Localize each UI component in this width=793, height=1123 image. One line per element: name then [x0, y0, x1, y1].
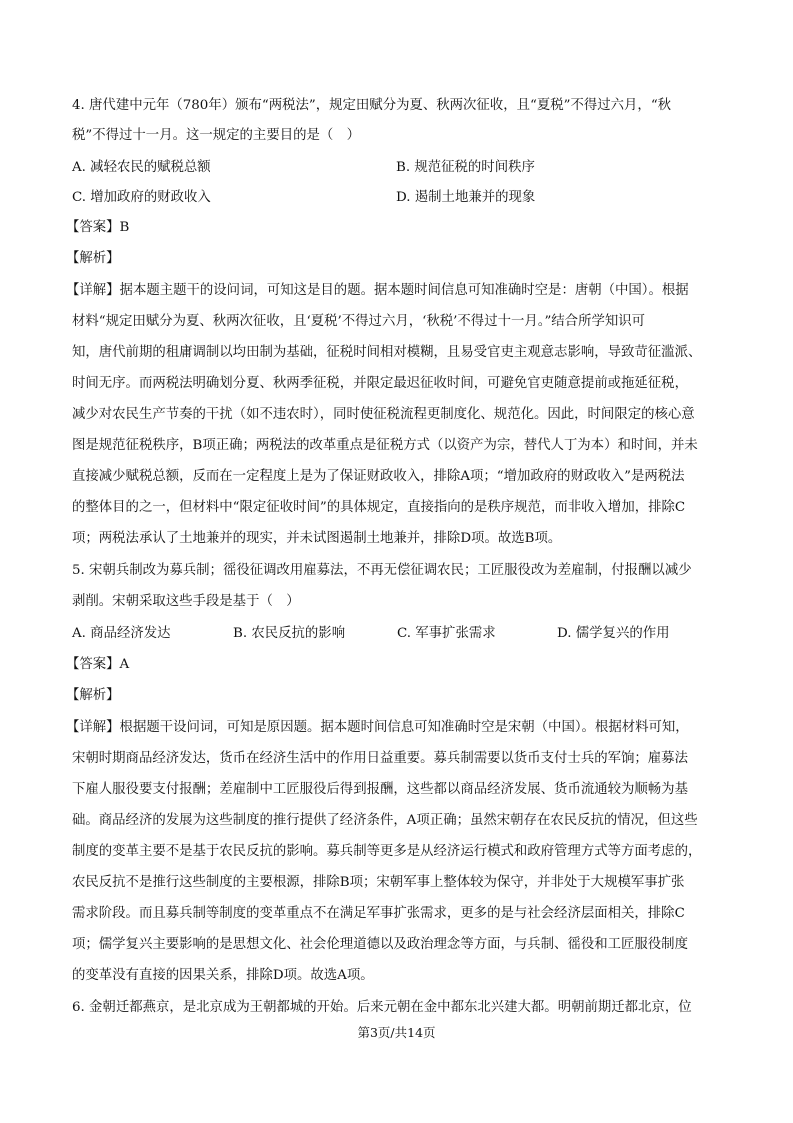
- question-4-option-b: B. 规范征税的时间秩序: [396, 160, 535, 175]
- question-4-detail-line-8: 的整体目的之一，但材料中“限定征收时间”的具体规定，直接指向的是秩序规范，而非收入增加，排除C: [72, 500, 686, 515]
- question-5-detail-line-6: 农民反抗不是推行这些制度的主要根源，排除B项；宋朝军事上整体较为保守，并非处于大规模军事扩张: [72, 875, 685, 890]
- question-5-detail-line-8: 项；儒学复兴主要影响的是思想文化、社会伦理道德以及政治理念等方面，与兵制、徭役和工匠服役制度: [72, 937, 688, 952]
- question-4-option-d: D. 遏制土地兼并的现象: [396, 190, 536, 205]
- question-5-option-d: D. 儒学复兴的作用: [557, 626, 670, 641]
- question-5-option-c: C. 军事扩张需求: [397, 626, 496, 641]
- question-5-stem-line-2: 剥削。宋朝采取这些手段是基于（ ）: [72, 594, 300, 609]
- question-6-stem-line-1: 6. 金朝迁都燕京，是北京成为王朝都城的开始。后来元朝在金中都东北兴建大都。明朝前期迁都北京，位: [72, 1000, 692, 1015]
- question-4-detail-line-3: 知，唐代前期的租庸调制以均田制为基础，征税时间相对模糊，且易受官吏主观意志影响，导致苛征滥派、: [72, 345, 702, 360]
- question-5-detail-line-9: 的变革没有直接的因果关系，排除D项。故选A项。: [72, 968, 374, 983]
- question-5-detail-line-4: 础。商品经济的发展为这些制度的推行提供了经济条件，A项正确；虽然宋朝存在农民反抗的情况，但这些: [72, 813, 698, 828]
- question-5-detail-line-7: 需求阶段。而且募兵制等制度的变革重点不在满足军事扩张需求，更多的是与社会经济层面相关，排除C: [72, 906, 685, 921]
- question-4-option-c: C. 增加政府的财政收入: [72, 190, 211, 205]
- question-5-stem-line-1: 5. 宋朝兵制改为募兵制；徭役征调改用雇募法，不再无偿征调农民；工匠服役改为差雇制，付报酬以减少: [72, 563, 692, 578]
- question-5-answer: 【答案】A: [66, 657, 130, 672]
- question-4-detail-line-9: 项；两税法承认了土地兼并的现实，并未试图遏制土地兼并，排除D项。故选B项。: [72, 531, 562, 546]
- question-4-analysis-label: 【解析】: [66, 251, 120, 266]
- question-4-detail-line-6: 图是规范征税秩序，B项正确；两税法的改革重点是征税方式（以资产为宗，替代人丁为本）和时间，并未: [72, 438, 698, 453]
- question-5-detail-line-5: 制度的变革主要不是基于农民反抗的影响。募兵制等更多是从经济运行模式和政府管理方式等方面考虑的，: [72, 844, 702, 859]
- question-5-detail-line-2: 宋朝时期商品经济发达，货币在经济生活中的作用日益重要。募兵制需要以货币支付士兵的军饷；雇募法: [72, 751, 688, 766]
- question-5-option-b: B. 农民反抗的影响: [233, 626, 346, 641]
- question-4-answer: 【答案】B: [66, 220, 130, 235]
- question-4-detail-line-7: 直接减少赋税总额，反而在一定程度上是为了保证财政收入，排除A项；“增加政府的财政收入”是两税法: [72, 469, 685, 484]
- question-5-analysis-label: 【解析】: [66, 688, 120, 703]
- question-4-detail-line-4: 时间无序。而两税法明确划分夏、秋两季征税，并限定最迟征收时间，可避免官吏随意提前或拖延征税，: [72, 376, 688, 391]
- question-5-detail-line-1: 【详解】根据题干设问词，可知是原因题。据本题时间信息可知准确时空是宋朝（中国）。根据材料可知，: [66, 720, 689, 735]
- question-4-detail-line-5: 减少对农民生产节奏的干扰（如不违农时），同时使征税流程更制度化、规范化。因此，时间限定的核心意: [72, 407, 695, 422]
- question-4-detail-line-1: 【详解】据本题主题干的设问词，可知这是目的题。据本题时间信息可知准确时空是：唐朝（中国）。根据: [66, 283, 689, 298]
- question-4-detail-line-2: 材料“规定田赋分为夏、秋两次征收，且‘夏税’不得过六月，‘秋税’不得过十一月。”结合所学知识可: [72, 314, 646, 329]
- question-4-option-a: A. 减轻农民的赋税总额: [72, 160, 211, 175]
- question-5-detail-line-3: 下雇人服役要支付报酬；差雇制中工匠服役后得到报酬，这些都以商品经济发展、货币流通较为顺畅为基: [72, 782, 688, 797]
- question-4-stem-line-1: 4. 唐代建中元年（780年）颁布“两税法”，规定田赋分为夏、秋两次征收，且“夏税”不得过六月，“秋: [72, 98, 672, 113]
- page-number-footer: 第3页/共14页: [357, 1025, 436, 1040]
- question-4-stem-line-2: 税”不得过十一月。这一规定的主要目的是（ ）: [72, 128, 361, 143]
- question-5-option-a: A. 商品经济发达: [72, 626, 171, 641]
